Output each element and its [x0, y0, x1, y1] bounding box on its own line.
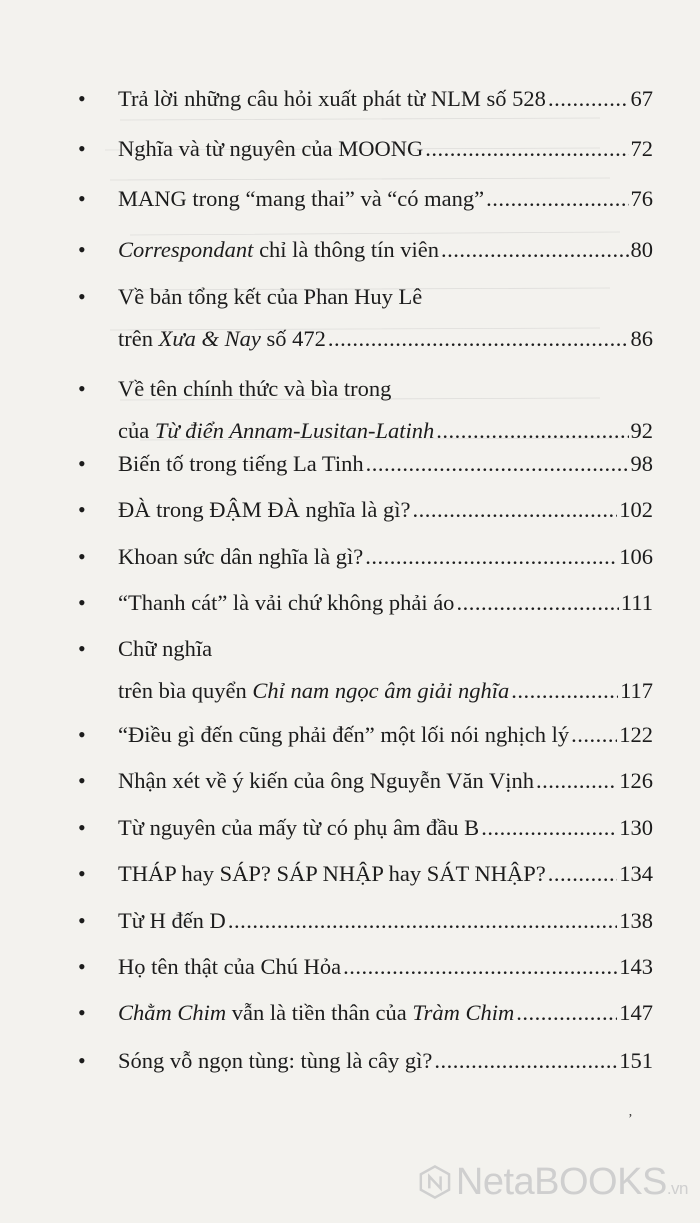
toc-entry-line [118, 720, 653, 750]
toc-page-number: 122 [619, 722, 653, 747]
bullet-icon: • [78, 1048, 86, 1073]
toc-title-segment: Từ H đến D [118, 908, 226, 933]
toc-page-number: 130 [619, 815, 653, 840]
leader-dots [434, 1046, 617, 1076]
toc-entry-title [118, 84, 546, 114]
toc-entry-title [118, 766, 534, 796]
bullet-icon: • [78, 1000, 86, 1025]
bullet-icon: • [78, 544, 86, 569]
toc-entry [78, 588, 653, 618]
watermark-logo [418, 1152, 688, 1212]
toc-entry-line [118, 952, 653, 982]
leader-dots [536, 766, 617, 796]
leader-dots [481, 813, 617, 843]
toc-entry [78, 859, 653, 889]
leader-dots [228, 906, 617, 936]
toc-entry-title [118, 634, 212, 664]
toc-title-segment: trên [118, 326, 159, 351]
toc-entry-title [118, 906, 226, 936]
bullet-icon: • [78, 590, 86, 615]
toc-entry-title [118, 813, 479, 843]
toc-entry [78, 84, 653, 114]
toc-title-segment: THÁP hay SÁP? SÁP NHẬP hay SÁT NHẬP? [118, 861, 546, 886]
toc-entry [78, 184, 653, 214]
netabooks-logo-icon [418, 1158, 452, 1206]
toc-page-number: 117 [620, 678, 653, 703]
toc-page-number: 151 [619, 1048, 653, 1073]
toc-title-segment: Tràm Chim [412, 1000, 515, 1025]
toc-title-segment: của [118, 418, 155, 443]
toc-entry-line [118, 906, 653, 936]
toc-title-segment: vẫn là tiền thân của [226, 1000, 413, 1025]
toc-entry-line [118, 766, 653, 796]
toc-page-number: 80 [630, 237, 653, 262]
toc-page-number: 111 [620, 590, 653, 615]
toc-entry-title [118, 998, 514, 1028]
leader-dots [412, 495, 617, 525]
toc-entry [78, 634, 653, 706]
toc-title-segment: ĐÀ trong ĐẬM ĐÀ nghĩa là gì? [118, 497, 411, 522]
toc-title-segment: Xưa & Nay [158, 326, 261, 351]
toc-title-segment: Nghĩa và từ nguyên của MOONG [118, 136, 424, 161]
toc-page-number: 106 [619, 544, 653, 569]
toc-page-number: 86 [630, 326, 653, 351]
bullet-icon: • [78, 284, 86, 309]
leader-dots [548, 84, 629, 114]
toc-title-segment: trên bìa quyển [118, 678, 253, 703]
toc-entry [78, 374, 653, 446]
toc-entry-line [118, 542, 653, 572]
leader-dots [511, 676, 618, 706]
toc-page-number: 143 [619, 954, 653, 979]
toc-title-segment: Chằm Chim [118, 1000, 227, 1025]
leader-dots [366, 449, 629, 479]
toc-entry-title [118, 542, 363, 572]
toc-entry-line [118, 495, 653, 525]
toc-entry [78, 235, 653, 265]
toc-page-number: 67 [630, 86, 653, 111]
leader-dots [328, 324, 629, 354]
toc-title-segment: Trả lời những câu hỏi xuất phát từ NLM số 528 [118, 86, 546, 111]
toc-page-number: 147 [619, 1000, 653, 1025]
toc-title-segment: chỉ là thông tín viên [253, 237, 440, 262]
page-mark: ’ [628, 1112, 633, 1127]
toc-title-segment: Chỉ nam ngọc âm giải nghĩa [252, 678, 510, 703]
toc-entry-line [118, 813, 653, 843]
bullet-icon: • [78, 908, 86, 933]
bullet-icon: • [78, 237, 86, 262]
bullet-icon: • [78, 636, 86, 661]
toc-title-segment: Từ điển Annam-Lusitan-Latinh [154, 418, 435, 443]
toc-entry-title [118, 282, 422, 312]
toc-page-number: 102 [619, 497, 653, 522]
toc-entry-title [118, 184, 484, 214]
toc-page-number: 76 [630, 186, 653, 211]
toc-entry-title [118, 676, 509, 706]
toc-entry [78, 813, 653, 843]
toc-entry-line [118, 184, 653, 214]
toc-page-number: 92 [630, 418, 653, 443]
toc-entry-title [118, 1046, 432, 1076]
toc-title-segment: Khoan sức dân nghĩa là gì? [118, 544, 364, 569]
bullet-icon: • [78, 376, 86, 401]
toc-entry-title [118, 324, 326, 354]
leader-dots [343, 952, 617, 982]
bullet-icon: • [78, 815, 86, 840]
toc-entry [78, 766, 653, 796]
toc-entry [78, 134, 653, 164]
leader-dots [456, 588, 618, 618]
toc-entry-line [118, 134, 653, 164]
toc-entry-line [118, 324, 653, 354]
bullet-icon: • [78, 768, 86, 793]
toc-title-segment: “Thanh cát” là vải chứ không phải áo [118, 590, 455, 615]
toc-entry-line [118, 859, 653, 889]
toc-entry [78, 906, 653, 936]
toc-entry-line [118, 998, 653, 1028]
toc-entry-line [118, 374, 653, 404]
bullet-icon: • [78, 451, 86, 476]
toc-entry [78, 720, 653, 750]
toc-entry [78, 1046, 653, 1076]
leader-dots [571, 720, 617, 750]
toc-entry [78, 495, 653, 525]
toc-entry-title [118, 416, 434, 446]
toc-entry [78, 282, 653, 354]
toc-entry [78, 542, 653, 572]
toc-entry-line [118, 416, 653, 446]
toc-page-number: 126 [619, 768, 653, 793]
leader-dots [365, 542, 617, 572]
toc-entry-line [118, 676, 653, 706]
leader-dots [548, 859, 618, 889]
bullet-icon: • [78, 497, 86, 522]
bullet-icon: • [78, 186, 86, 211]
leader-dots [516, 998, 617, 1028]
leader-dots [436, 416, 628, 446]
leader-dots [486, 184, 628, 214]
bullet-icon: • [78, 86, 86, 111]
toc-page-number: 134 [619, 861, 653, 886]
toc-entry-line [118, 235, 653, 265]
toc-entry-title [118, 449, 364, 479]
toc-entry-title [118, 720, 569, 750]
toc-entry-title [118, 859, 546, 889]
bullet-icon: • [78, 136, 86, 161]
toc-title-segment: Correspondant [118, 237, 254, 262]
toc-title-segment: Biến tố trong tiếng La Tinh [118, 451, 364, 476]
toc-entry-line [118, 634, 653, 664]
watermark-suffix: .vn [666, 1178, 688, 1198]
toc-entry-line [118, 84, 653, 114]
toc-entry-line [118, 1046, 653, 1076]
toc-page-number: 138 [619, 908, 653, 933]
leader-dots [441, 235, 628, 265]
toc-entry-title [118, 235, 439, 265]
watermark-text [456, 1161, 688, 1204]
toc-entry-title [118, 374, 391, 404]
toc-page-number: 72 [630, 136, 653, 161]
bullet-icon: • [78, 954, 86, 979]
bullet-icon: • [78, 861, 86, 886]
watermark-brand: NetaBOOKS [455, 1160, 667, 1203]
toc-title-segment: MANG trong “mang thai” và “có mang” [118, 186, 485, 211]
leader-dots [425, 134, 628, 164]
toc-page-number: 98 [630, 451, 653, 476]
toc-title-segment: Họ tên thật của Chú Hỏa [118, 954, 342, 979]
toc-entry [78, 998, 653, 1028]
toc-entry [78, 952, 653, 982]
toc-title-segment: Từ nguyên của mấy từ có phụ âm đầu B [118, 815, 480, 840]
toc-entry-title [118, 588, 454, 618]
toc-entry-line [118, 588, 653, 618]
toc-entry-title [118, 495, 410, 525]
toc-entry [78, 449, 653, 479]
toc-entry-title [118, 952, 341, 982]
toc-title-segment: Nhận xét về ý kiến của ông Nguyễn Văn Vịnh [118, 768, 534, 793]
toc-title-segment: “Điều gì đến cũng phải đến” một lối nói nghịch lý [118, 722, 570, 747]
toc-title-segment: Chữ nghĩa [118, 636, 213, 661]
bullet-icon: • [78, 722, 86, 747]
toc-entry-line [118, 449, 653, 479]
toc-entry-line [118, 282, 653, 312]
toc-title-segment: Sóng vỗ ngọn tùng: tùng là cây gì? [118, 1048, 433, 1073]
toc-title-segment: số 472 [260, 326, 326, 351]
toc-title-segment: Về bản tổng kết của Phan Huy Lê [118, 284, 423, 309]
toc-title-segment: Về tên chính thức và bìa trong [118, 376, 392, 401]
toc-entry-title [118, 134, 423, 164]
